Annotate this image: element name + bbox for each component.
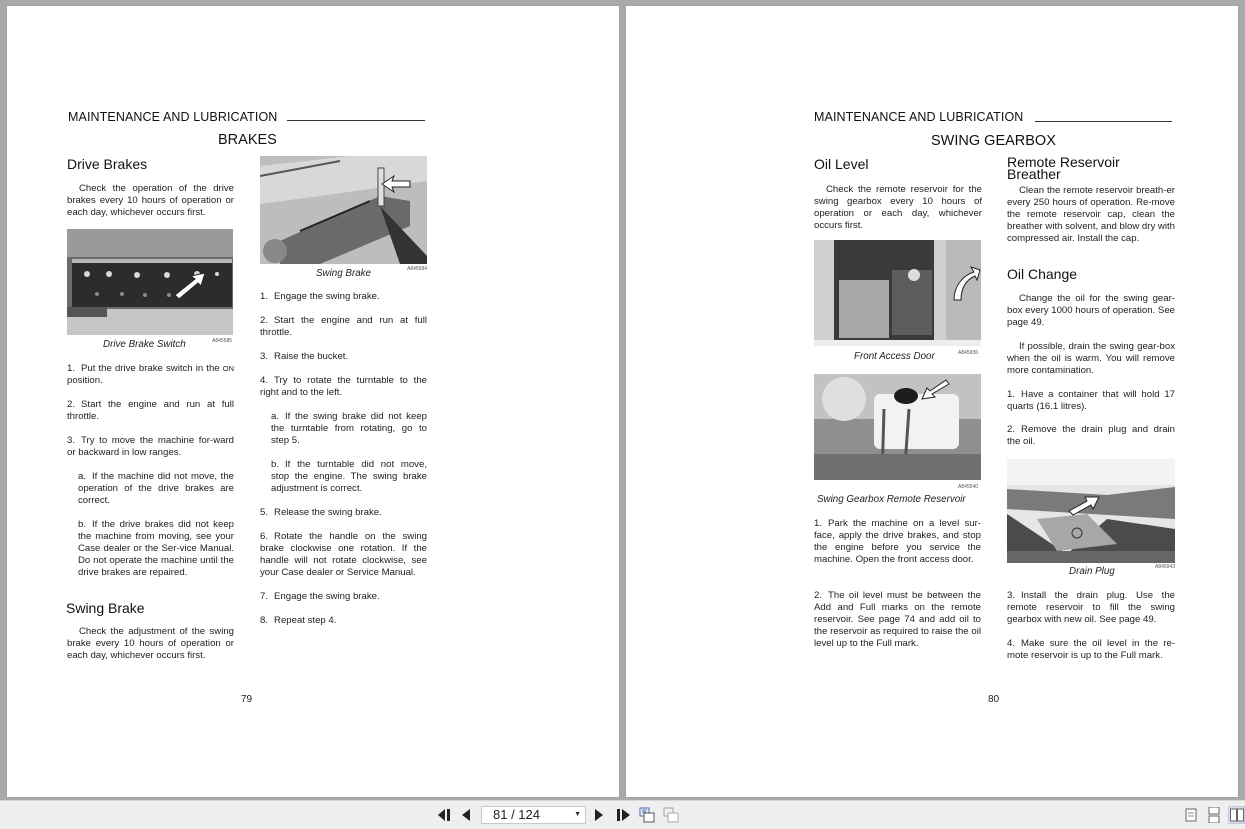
single-page-icon — [1185, 808, 1197, 822]
next-page-button[interactable] — [592, 806, 606, 824]
figure-code: A845585 — [212, 338, 233, 344]
running-head-rule — [287, 120, 425, 121]
figure-caption: Drain Plug — [1069, 566, 1115, 577]
oil-change-note: If possible, drain the swing gear-box when the oil is warm. You will remove more contamination. — [1007, 341, 1175, 376]
running-head: MAINTENANCE AND LUBRICATION — [68, 110, 278, 124]
breather-text: Clean the remote reservoir breath-er every 250 hours of operation. Re-move the remote reservoir cap, clean the breather with solvent, and blow dry with compressed air. Install the cap. — [1007, 185, 1175, 244]
first-page-icon — [438, 809, 452, 821]
oil-change-step-1: 1. Have a container that will hold 17 quarts (16.1 litres). — [1007, 389, 1175, 412]
drive-step-2: 2. Start the engine and run at full throttle. — [67, 399, 234, 422]
swing-step-1: 1. Engage the swing brake. — [260, 291, 380, 302]
page-80 — [626, 6, 1238, 797]
swing-step-8: 8. Repeat step 4. — [260, 615, 337, 626]
prev-page-icon — [462, 809, 470, 821]
prev-page-button[interactable] — [459, 806, 473, 824]
oil-level-step-1: 1. Park the machine on a level sur-face, apply the drive brakes, and stop the engine before you service the machine. Open the front access door. — [814, 518, 981, 565]
oil-change-step-2: 2. Remove the drain plug and drain the oil. — [1007, 424, 1175, 447]
two-page-icon — [1230, 808, 1244, 822]
drive-step-1: 1. Put the drive brake switch in the ON position. — [67, 363, 234, 386]
oil-level-intro: Check the remote reservoir for the swing gearbox every 10 hours of operation or each day, whichever occurs first. — [814, 184, 982, 231]
remote-reservoir-photo — [814, 374, 981, 480]
first-page-button[interactable] — [436, 806, 454, 824]
running-head-rule — [1035, 121, 1172, 122]
page-79 — [7, 6, 619, 797]
copy-page-icon — [639, 807, 655, 823]
drive-brakes-intro: Check the operation of the drive brakes every 10 hours of operation or each day, whichever occurs first. — [67, 183, 234, 218]
figure-caption: Swing Brake — [316, 268, 371, 279]
page-number: 79 — [241, 694, 253, 705]
swing-brake-heading: Swing Brake — [66, 600, 145, 616]
swing-step-5: 5. Release the swing brake. — [260, 507, 382, 518]
drive-step-3: 3. Try to move the machine for-ward or backward in low ranges. — [67, 435, 234, 458]
figure-code: A845936 — [958, 350, 979, 356]
page-number: 80 — [988, 694, 1000, 705]
swing-brake-intro: Check the adjustment of the swing brake every 10 hours of operation or each day, whichever occurs first. — [67, 626, 234, 661]
swing-step-4: 4. Try to rotate the turntable to the right and to the left. — [260, 375, 427, 398]
oil-change-step-3: 3. Install the drain plug. Use the remote reservoir to fill the swing gearbox with new oil. See page 49. — [1007, 590, 1175, 625]
page-number-select[interactable] — [481, 806, 586, 824]
figure-caption: Drive Brake Switch — [103, 339, 186, 350]
last-page-icon — [616, 809, 630, 821]
drain-plug-photo — [1007, 459, 1175, 563]
swing-brake-photo — [260, 156, 427, 264]
oil-change-heading: Oil Change — [1007, 266, 1078, 282]
figure-caption: Swing Gearbox Remote Reservoir — [817, 494, 966, 505]
swing-step-2: 2. Start the engine and run at full throttle. — [260, 315, 427, 338]
oil-level-step-2: 2. The oil level must be between the Add and Full marks on the remote reservoir. See page 74 and add oil to the reservoir as required to raise the oil level up to the Full mark. — [814, 590, 981, 649]
swing-step-6: 6. Rotate the handle on the swing brake clockwise one rotation. If the handle will not rotate clockwise, see your Case dealer or Service Manual. — [260, 531, 427, 578]
section-title: SWING GEARBOX — [931, 133, 1056, 149]
figure-caption: Front Access Door — [854, 351, 935, 362]
oil-level-heading: Oil Level — [814, 156, 869, 172]
last-page-button[interactable] — [614, 806, 632, 824]
navigation-toolbar — [0, 800, 1245, 829]
swing-step-3: 3. Raise the bucket. — [260, 351, 349, 362]
drive-brakes-heading: Drive Brakes — [67, 156, 148, 172]
figure-code: A845540 — [958, 484, 979, 490]
oil-change-intro: Change the oil for the swing gear-box every 1000 hours of operation. See page 49. — [1007, 293, 1176, 328]
swing-substep-a: a. If the swing brake did not keep the turntable from rotating, go to step 5. — [271, 411, 427, 446]
paste-page-button[interactable] — [662, 806, 680, 824]
section-title: BRAKES — [218, 132, 277, 148]
continuous-view-button[interactable] — [1206, 806, 1222, 824]
copy-page-button[interactable] — [638, 806, 656, 824]
oil-change-step-4: 4. Make sure the oil level in the re-mote reservoir is up to the Full mark. — [1007, 638, 1175, 661]
drive-substep-b: b. If the drive brakes did not keep the machine from moving, see your Case dealer or the Ser-vice Manual. Do not operate the machine until the drive brakes are repaired. — [78, 519, 234, 578]
drive-substep-a: a. If the machine did not move, the operation of the drive brakes are correct. — [78, 471, 234, 506]
swing-step-7: 7. Engage the swing brake. — [260, 591, 380, 602]
figure-code: A845584 — [407, 266, 428, 272]
next-page-icon — [595, 809, 603, 821]
figure-code: A845943 — [1155, 564, 1176, 570]
front-access-door-photo — [814, 240, 981, 346]
paste-page-icon — [663, 807, 679, 823]
swing-substep-b: b. If the turntable did not move, stop the engine. The swing brake adjustment is correct. — [271, 459, 427, 494]
breather-heading: Remote Reservoir Breather — [1007, 154, 1120, 182]
chevron-down-icon: ▼ — [574, 811, 581, 818]
running-head: MAINTENANCE AND LUBRICATION — [814, 110, 1024, 124]
two-page-view-button[interactable] — [1228, 806, 1245, 824]
single-page-view-button[interactable] — [1183, 806, 1199, 824]
drive-brake-switch-photo — [67, 229, 233, 335]
continuous-icon — [1208, 807, 1220, 823]
page-indicator: 81 / 124 — [493, 807, 540, 822]
